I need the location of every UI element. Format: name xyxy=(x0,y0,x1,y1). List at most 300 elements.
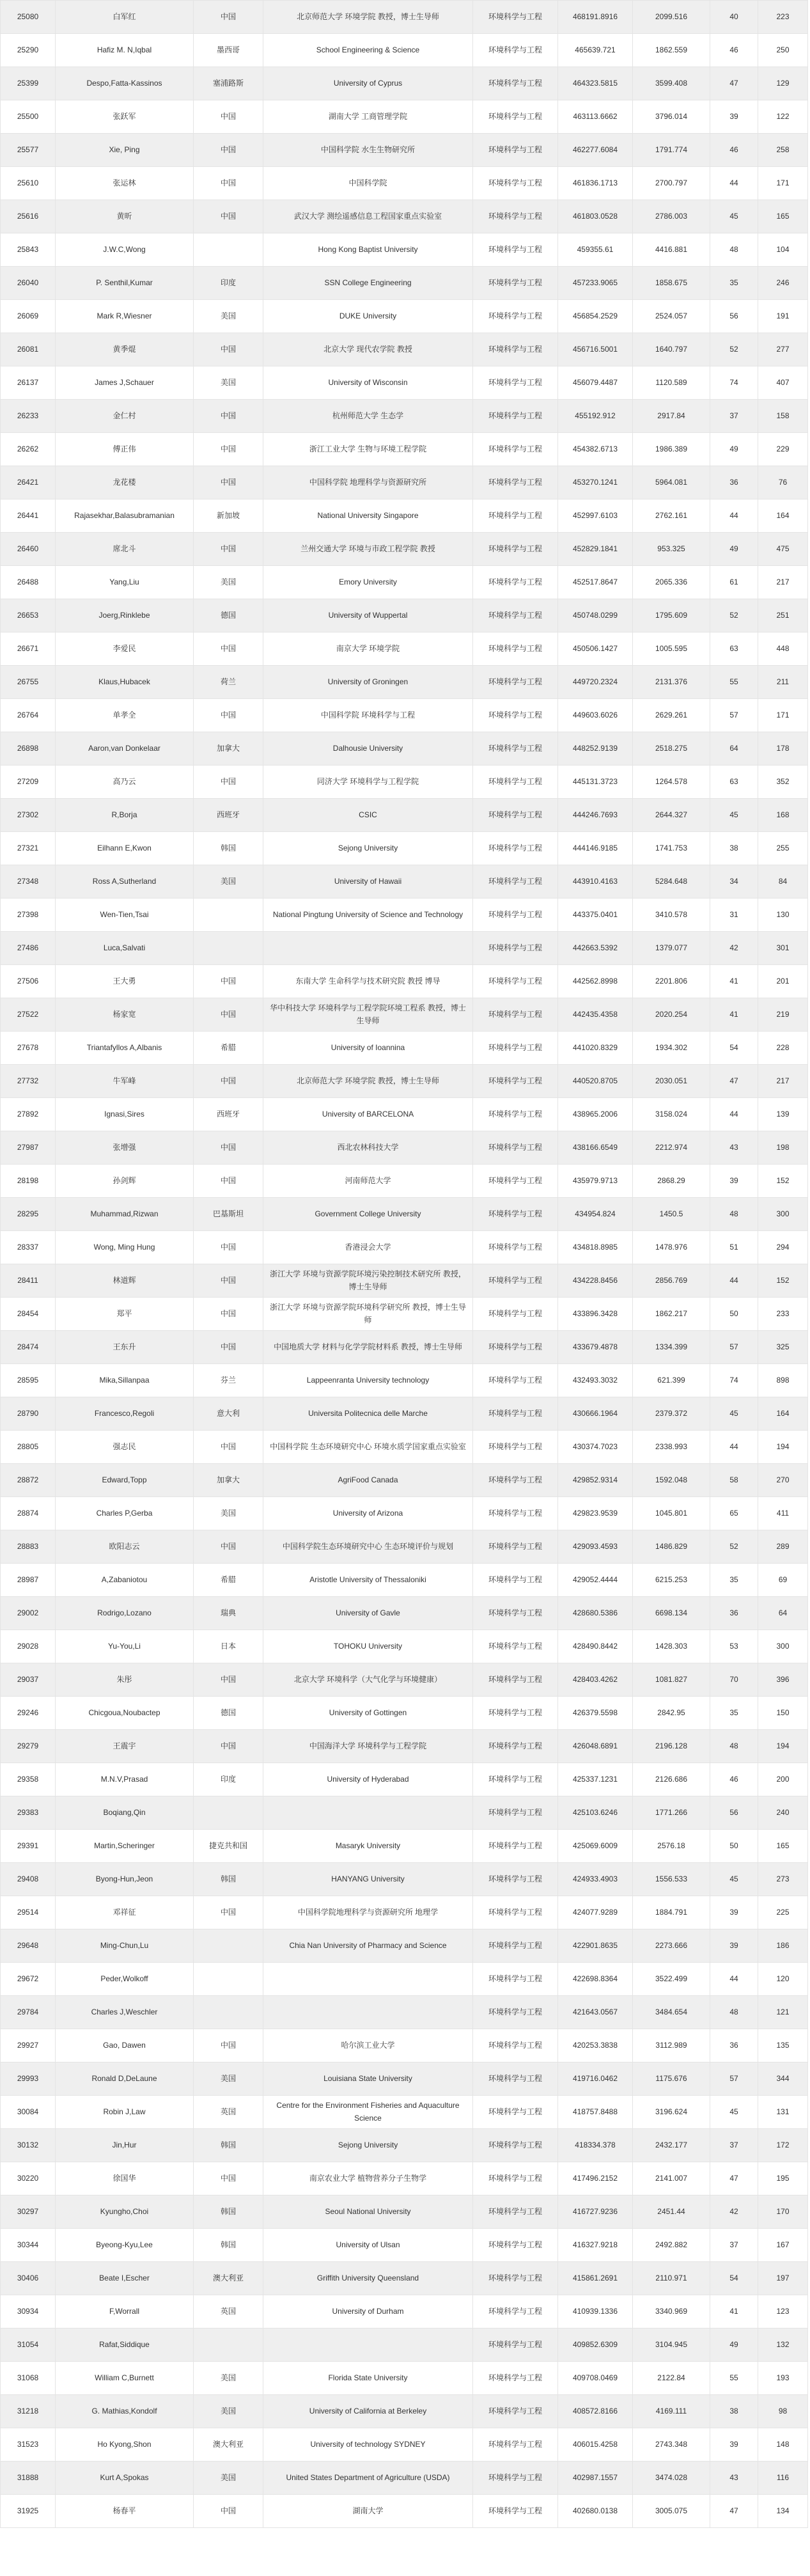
cell-institution: University of Ioannina xyxy=(263,1032,473,1065)
cell-value4: 186 xyxy=(758,1929,808,1963)
cell-value4: 201 xyxy=(758,965,808,998)
cell-value3: 74 xyxy=(710,366,758,400)
cell-institution xyxy=(263,1996,473,2029)
cell-value2: 1771.266 xyxy=(633,1796,710,1830)
cell-value2: 1334.399 xyxy=(633,1331,710,1364)
cell-field: 环境科学与工程 xyxy=(473,998,558,1032)
cell-value4: 98 xyxy=(758,2395,808,2428)
cell-field: 环境科学与工程 xyxy=(473,1730,558,1763)
cell-country: 中国 xyxy=(194,998,263,1032)
cell-id: 26137 xyxy=(1,366,56,400)
cell-id: 26441 xyxy=(1,499,56,533)
cell-name: Beate I,Escher xyxy=(56,2262,194,2295)
cell-value1: 438166.6549 xyxy=(558,1131,633,1165)
cell-value1: 426048.6891 xyxy=(558,1730,633,1763)
cell-id: 27398 xyxy=(1,899,56,932)
cell-value2: 1862.559 xyxy=(633,34,710,67)
cell-institution: 中国科学院 生态环境研究中心 环境水质学国家重点实验室 xyxy=(263,1431,473,1464)
cell-value3: 57 xyxy=(710,1331,758,1364)
cell-value2: 3196.624 xyxy=(633,2096,710,2129)
cell-country: 美国 xyxy=(194,2462,263,2495)
cell-value2: 1264.578 xyxy=(633,766,710,799)
cell-value4: 191 xyxy=(758,300,808,333)
table-row xyxy=(1,1264,808,1298)
cell-value4: 246 xyxy=(758,267,808,300)
cell-institution: Masaryk University xyxy=(263,1830,473,1863)
table-row xyxy=(1,1929,808,1963)
table-row xyxy=(1,1364,808,1397)
cell-institution: University of California at Berkeley xyxy=(263,2395,473,2428)
cell-id: 29993 xyxy=(1,2062,56,2096)
cell-name: Eilhann E,Kwon xyxy=(56,832,194,865)
cell-value4: 170 xyxy=(758,2195,808,2229)
cell-id: 29246 xyxy=(1,1697,56,1730)
cell-value3: 63 xyxy=(710,632,758,666)
cell-country: 韩国 xyxy=(194,832,263,865)
table-row xyxy=(1,1497,808,1530)
cell-id: 26081 xyxy=(1,333,56,366)
cell-value2: 1741.753 xyxy=(633,832,710,865)
cell-name: Charles J,Weschler xyxy=(56,1996,194,2029)
cell-value3: 47 xyxy=(710,67,758,100)
cell-name: 杨春平 xyxy=(56,2495,194,2528)
cell-country: 加拿大 xyxy=(194,1464,263,1497)
cell-value3: 49 xyxy=(710,2329,758,2362)
cell-value1: 441020.8329 xyxy=(558,1032,633,1065)
cell-value3: 42 xyxy=(710,932,758,965)
cell-value1: 416727.9236 xyxy=(558,2195,633,2229)
cell-institution: Centre for the Environment Fisheries and Aquaculture Science xyxy=(263,2096,473,2129)
cell-id: 27209 xyxy=(1,766,56,799)
cell-institution: Government College University xyxy=(263,1198,473,1231)
cell-name: A,Zabaniotou xyxy=(56,1564,194,1597)
cell-country: 中国 xyxy=(194,100,263,134)
cell-value4: 132 xyxy=(758,2329,808,2362)
table-row xyxy=(1,865,808,899)
table-row xyxy=(1,333,808,366)
cell-value4: 240 xyxy=(758,1796,808,1830)
cell-field: 环境科学与工程 xyxy=(473,1929,558,1963)
cell-field: 环境科学与工程 xyxy=(473,2395,558,2428)
cell-value2: 3410.578 xyxy=(633,899,710,932)
cell-name: Despo,Fatta-Kassinos xyxy=(56,67,194,100)
cell-value2: 1486.829 xyxy=(633,1530,710,1564)
cell-country: 美国 xyxy=(194,2362,263,2395)
cell-value1: 456854.2529 xyxy=(558,300,633,333)
cell-value1: 456716.5001 xyxy=(558,333,633,366)
table-row xyxy=(1,1198,808,1231)
cell-country: 希腊 xyxy=(194,1564,263,1597)
cell-country: 英国 xyxy=(194,2295,263,2329)
cell-institution: Dalhousie University xyxy=(263,732,473,766)
cell-value2: 2201.806 xyxy=(633,965,710,998)
cell-name: Wen-Tien,Tsai xyxy=(56,899,194,932)
table-row xyxy=(1,200,808,233)
cell-value2: 1450.5 xyxy=(633,1198,710,1231)
cell-value4: 344 xyxy=(758,2062,808,2096)
cell-value1: 416327.9218 xyxy=(558,2229,633,2262)
cell-name: 牛军峰 xyxy=(56,1065,194,1098)
cell-institution: University of Gottingen xyxy=(263,1697,473,1730)
cell-value1: 421643.0567 xyxy=(558,1996,633,2029)
cell-value1: 462277.6084 xyxy=(558,134,633,167)
cell-id: 28454 xyxy=(1,1298,56,1331)
cell-value4: 223 xyxy=(758,1,808,34)
table-row xyxy=(1,267,808,300)
cell-institution: Hong Kong Baptist University xyxy=(263,233,473,267)
cell-institution: University of Durham xyxy=(263,2295,473,2329)
cell-value3: 52 xyxy=(710,599,758,632)
cell-value1: 402987.1557 xyxy=(558,2462,633,2495)
cell-value4: 69 xyxy=(758,1564,808,1597)
cell-id: 30132 xyxy=(1,2129,56,2162)
cell-id: 28805 xyxy=(1,1431,56,1464)
cell-country: 韩国 xyxy=(194,2229,263,2262)
cell-field: 环境科学与工程 xyxy=(473,1996,558,2029)
cell-field: 环境科学与工程 xyxy=(473,965,558,998)
cell-institution: 北京师范大学 环境学院 教授，博士生导师 xyxy=(263,1,473,34)
cell-id: 28987 xyxy=(1,1564,56,1597)
cell-country: 中国 xyxy=(194,1663,263,1697)
cell-field: 环境科学与工程 xyxy=(473,1264,558,1298)
cell-name: Kurt A,Spokas xyxy=(56,2462,194,2495)
cell-value3: 55 xyxy=(710,2362,758,2395)
cell-country: 意大利 xyxy=(194,1397,263,1431)
cell-value1: 448252.9139 xyxy=(558,732,633,766)
cell-value2: 2212.974 xyxy=(633,1131,710,1165)
cell-value3: 53 xyxy=(710,1630,758,1663)
cell-institution: 河南师范大学 xyxy=(263,1165,473,1198)
cell-field: 环境科学与工程 xyxy=(473,1497,558,1530)
cell-value2: 1045.801 xyxy=(633,1497,710,1530)
cell-value4: 64 xyxy=(758,1597,808,1630)
cell-value3: 74 xyxy=(710,1364,758,1397)
cell-value4: 152 xyxy=(758,1264,808,1298)
cell-value4: 123 xyxy=(758,2295,808,2329)
cell-value2: 1428.303 xyxy=(633,1630,710,1663)
cell-value2: 2518.275 xyxy=(633,732,710,766)
cell-field: 环境科学与工程 xyxy=(473,533,558,566)
cell-value2: 1934.302 xyxy=(633,1032,710,1065)
cell-value2: 2338.993 xyxy=(633,1431,710,1464)
cell-name: 张跃军 xyxy=(56,100,194,134)
cell-name: G. Mathias,Kondolf xyxy=(56,2395,194,2428)
cell-value4: 217 xyxy=(758,566,808,599)
cell-field: 环境科学与工程 xyxy=(473,699,558,732)
cell-institution: United States Department of Agriculture (USDA) xyxy=(263,2462,473,2495)
cell-value1: 424077.9289 xyxy=(558,1896,633,1929)
cell-value4: 116 xyxy=(758,2462,808,2495)
cell-value3: 54 xyxy=(710,2262,758,2295)
cell-value3: 42 xyxy=(710,2195,758,2229)
cell-value3: 58 xyxy=(710,1464,758,1497)
cell-value1: 402680.0138 xyxy=(558,2495,633,2528)
cell-institution: 湖南大学 xyxy=(263,2495,473,2528)
cell-institution: 中国科学院 水生生物研究所 xyxy=(263,134,473,167)
table-row xyxy=(1,1763,808,1796)
cell-field: 环境科学与工程 xyxy=(473,1830,558,1863)
cell-value3: 36 xyxy=(710,466,758,499)
cell-value3: 63 xyxy=(710,766,758,799)
cell-field: 环境科学与工程 xyxy=(473,2129,558,2162)
cell-country: 中国 xyxy=(194,2495,263,2528)
cell-name: R,Borja xyxy=(56,799,194,832)
cell-id: 29028 xyxy=(1,1630,56,1663)
cell-institution: 南京大学 环境学院 xyxy=(263,632,473,666)
cell-country xyxy=(194,899,263,932)
table-row xyxy=(1,1,808,34)
cell-field: 环境科学与工程 xyxy=(473,2428,558,2462)
cell-country: 中国 xyxy=(194,1331,263,1364)
cell-field: 环境科学与工程 xyxy=(473,1198,558,1231)
cell-institution: 中国科学院 地理科学与资源研究所 xyxy=(263,466,473,499)
cell-institution: DUKE University xyxy=(263,300,473,333)
cell-institution: 西北农林科技大学 xyxy=(263,1131,473,1165)
cell-institution: University of Wisconsin xyxy=(263,366,473,400)
cell-value3: 35 xyxy=(710,1564,758,1597)
cell-value3: 45 xyxy=(710,2096,758,2129)
table-row xyxy=(1,2395,808,2428)
cell-name: P. Senthil,Kumar xyxy=(56,267,194,300)
cell-country: 韩国 xyxy=(194,2195,263,2229)
cell-value1: 468191.8916 xyxy=(558,1,633,34)
cell-value2: 1862.217 xyxy=(633,1298,710,1331)
cell-value2: 1175.676 xyxy=(633,2062,710,2096)
cell-institution: TOHOKU University xyxy=(263,1630,473,1663)
cell-value2: 953.325 xyxy=(633,533,710,566)
table-row xyxy=(1,499,808,533)
cell-value1: 429093.4593 xyxy=(558,1530,633,1564)
cell-value2: 1795.609 xyxy=(633,599,710,632)
cell-value1: 456079.4487 xyxy=(558,366,633,400)
cell-value3: 52 xyxy=(710,1530,758,1564)
cell-id: 27522 xyxy=(1,998,56,1032)
cell-field: 环境科学与工程 xyxy=(473,1231,558,1264)
cell-country: 中国 xyxy=(194,766,263,799)
cell-name: Martin,Scheringer xyxy=(56,1830,194,1863)
cell-value1: 442562.8998 xyxy=(558,965,633,998)
cell-country: 加拿大 xyxy=(194,732,263,766)
cell-name: F,Worrall xyxy=(56,2295,194,2329)
cell-value2: 2917.84 xyxy=(633,400,710,433)
cell-id: 31925 xyxy=(1,2495,56,2528)
table-row xyxy=(1,1231,808,1264)
table-row xyxy=(1,533,808,566)
cell-name: 郑平 xyxy=(56,1298,194,1331)
table-row xyxy=(1,1630,808,1663)
cell-value4: 104 xyxy=(758,233,808,267)
cell-name: Chicgoua,Noubactep xyxy=(56,1697,194,1730)
table-row xyxy=(1,1697,808,1730)
cell-id: 28872 xyxy=(1,1464,56,1497)
cell-country: 中国 xyxy=(194,167,263,200)
cell-value2: 2451.44 xyxy=(633,2195,710,2229)
cell-name: 黄季焜 xyxy=(56,333,194,366)
cell-value3: 61 xyxy=(710,566,758,599)
cell-value2: 2743.348 xyxy=(633,2428,710,2462)
cell-id: 26764 xyxy=(1,699,56,732)
cell-field: 环境科学与工程 xyxy=(473,1364,558,1397)
cell-value1: 417496.2152 xyxy=(558,2162,633,2195)
cell-id: 28411 xyxy=(1,1264,56,1298)
cell-name: 傅正伟 xyxy=(56,433,194,466)
cell-value3: 49 xyxy=(710,533,758,566)
cell-country: 瑞典 xyxy=(194,1597,263,1630)
cell-country: 澳大利亚 xyxy=(194,2428,263,2462)
cell-name: 强志民 xyxy=(56,1431,194,1464)
cell-country: 中国 xyxy=(194,1165,263,1198)
cell-id: 29279 xyxy=(1,1730,56,1763)
cell-id: 28874 xyxy=(1,1497,56,1530)
cell-id: 25616 xyxy=(1,200,56,233)
cell-id: 31068 xyxy=(1,2362,56,2395)
cell-value3: 40 xyxy=(710,1,758,34)
cell-id: 28474 xyxy=(1,1331,56,1364)
table-row xyxy=(1,1996,808,2029)
table-row xyxy=(1,2262,808,2295)
cell-country: 韩国 xyxy=(194,2129,263,2162)
cell-name: Luca,Salvati xyxy=(56,932,194,965)
cell-institution: University of technology SYDNEY xyxy=(263,2428,473,2462)
cell-value4: 122 xyxy=(758,100,808,134)
cell-value2: 621.399 xyxy=(633,1364,710,1397)
cell-value2: 1791.774 xyxy=(633,134,710,167)
cell-value4: 167 xyxy=(758,2229,808,2262)
cell-country: 印度 xyxy=(194,267,263,300)
cell-value2: 2492.882 xyxy=(633,2229,710,2262)
cell-value4: 250 xyxy=(758,34,808,67)
cell-name: 黄昕 xyxy=(56,200,194,233)
cell-field: 环境科学与工程 xyxy=(473,1131,558,1165)
cell-id: 29391 xyxy=(1,1830,56,1863)
cell-name: James J,Schauer xyxy=(56,366,194,400)
table-row xyxy=(1,1032,808,1065)
cell-institution: 南京农业大学 植物营养分子生物学 xyxy=(263,2162,473,2195)
cell-value2: 5284.648 xyxy=(633,865,710,899)
cell-name: Gao, Dawen xyxy=(56,2029,194,2062)
cell-id: 26653 xyxy=(1,599,56,632)
cell-country: 美国 xyxy=(194,1497,263,1530)
cell-value2: 2842.95 xyxy=(633,1697,710,1730)
cell-value3: 47 xyxy=(710,2495,758,2528)
cell-id: 30344 xyxy=(1,2229,56,2262)
cell-field: 环境科学与工程 xyxy=(473,2096,558,2129)
cell-country: 美国 xyxy=(194,566,263,599)
cell-country: 中国 xyxy=(194,2029,263,2062)
cell-value1: 408572.8166 xyxy=(558,2395,633,2428)
cell-id: 26460 xyxy=(1,533,56,566)
cell-value2: 1592.048 xyxy=(633,1464,710,1497)
table-row xyxy=(1,2329,808,2362)
cell-value1: 418757.8488 xyxy=(558,2096,633,2129)
cell-value4: 258 xyxy=(758,134,808,167)
cell-country xyxy=(194,1963,263,1996)
cell-value4: 273 xyxy=(758,1863,808,1896)
cell-value4: 294 xyxy=(758,1231,808,1264)
table-row xyxy=(1,699,808,732)
cell-field: 环境科学与工程 xyxy=(473,1597,558,1630)
cell-value2: 1986.389 xyxy=(633,433,710,466)
cell-value1: 425337.1231 xyxy=(558,1763,633,1796)
cell-field: 环境科学与工程 xyxy=(473,300,558,333)
cell-id: 29383 xyxy=(1,1796,56,1830)
cell-institution: 中国地质大学 材料与化学学院材料系 教授，博士生导师 xyxy=(263,1331,473,1364)
cell-value2: 1478.976 xyxy=(633,1231,710,1264)
cell-value1: 440520.8705 xyxy=(558,1065,633,1098)
cell-value2: 2856.769 xyxy=(633,1264,710,1298)
cell-value1: 422901.8635 xyxy=(558,1929,633,1963)
cell-field: 环境科学与工程 xyxy=(473,799,558,832)
cell-country: 德国 xyxy=(194,1697,263,1730)
cell-name: Yang,Liu xyxy=(56,566,194,599)
cell-institution: National University Singapore xyxy=(263,499,473,533)
cell-id: 27732 xyxy=(1,1065,56,1098)
cell-value3: 44 xyxy=(710,499,758,533)
cell-country: 塞浦路斯 xyxy=(194,67,263,100)
cell-value4: 130 xyxy=(758,899,808,932)
cell-field: 环境科学与工程 xyxy=(473,1796,558,1830)
cell-name: 白军红 xyxy=(56,1,194,34)
cell-institution: 香港浸会大学 xyxy=(263,1231,473,1264)
cell-id: 28790 xyxy=(1,1397,56,1431)
cell-field: 环境科学与工程 xyxy=(473,400,558,433)
cell-institution: 同济大学 环境科学与工程学院 xyxy=(263,766,473,799)
cell-institution xyxy=(263,932,473,965)
cell-country: 新加坡 xyxy=(194,499,263,533)
cell-name: 李爱民 xyxy=(56,632,194,666)
cell-name: 席北斗 xyxy=(56,533,194,566)
cell-value1: 461836.1713 xyxy=(558,167,633,200)
table-row xyxy=(1,899,808,932)
cell-value2: 3112.989 xyxy=(633,2029,710,2062)
cell-institution: University of Cyprus xyxy=(263,67,473,100)
cell-value4: 225 xyxy=(758,1896,808,1929)
cell-value2: 2786.003 xyxy=(633,200,710,233)
cell-value4: 171 xyxy=(758,167,808,200)
table-row xyxy=(1,2129,808,2162)
cell-value2: 6698.134 xyxy=(633,1597,710,1630)
cell-value4: 135 xyxy=(758,2029,808,2062)
cell-value3: 44 xyxy=(710,167,758,200)
cell-id: 31054 xyxy=(1,2329,56,2362)
cell-name: Wong, Ming Hung xyxy=(56,1231,194,1264)
table-row xyxy=(1,2462,808,2495)
cell-value4: 229 xyxy=(758,433,808,466)
cell-value2: 2644.327 xyxy=(633,799,710,832)
cell-field: 环境科学与工程 xyxy=(473,2162,558,2195)
cell-field: 环境科学与工程 xyxy=(473,1663,558,1697)
cell-institution: 华中科技大学 环境科学与工程学院环境工程系 教授，博士生导师 xyxy=(263,998,473,1032)
cell-institution: 兰州交通大学 环境与市政工程学院 教授 xyxy=(263,533,473,566)
cell-value2: 2524.057 xyxy=(633,300,710,333)
cell-value1: 455192.912 xyxy=(558,400,633,433)
cell-value1: 434228.8456 xyxy=(558,1264,633,1298)
cell-value4: 150 xyxy=(758,1697,808,1730)
cell-name: Aaron,van Donkelaar xyxy=(56,732,194,766)
cell-field: 环境科学与工程 xyxy=(473,433,558,466)
cell-name: Byeong-Kyu,Lee xyxy=(56,2229,194,2262)
cell-institution: 北京师范大学 环境学院 教授，博士生导师 xyxy=(263,1065,473,1098)
cell-country: 西班牙 xyxy=(194,1098,263,1131)
cell-name: 杨家宽 xyxy=(56,998,194,1032)
cell-value1: 425103.6246 xyxy=(558,1796,633,1830)
cell-value3: 44 xyxy=(710,1963,758,1996)
cell-country: 中国 xyxy=(194,1730,263,1763)
cell-value4: 300 xyxy=(758,1630,808,1663)
cell-country: 美国 xyxy=(194,865,263,899)
cell-id: 28337 xyxy=(1,1231,56,1264)
cell-value3: 39 xyxy=(710,1165,758,1198)
